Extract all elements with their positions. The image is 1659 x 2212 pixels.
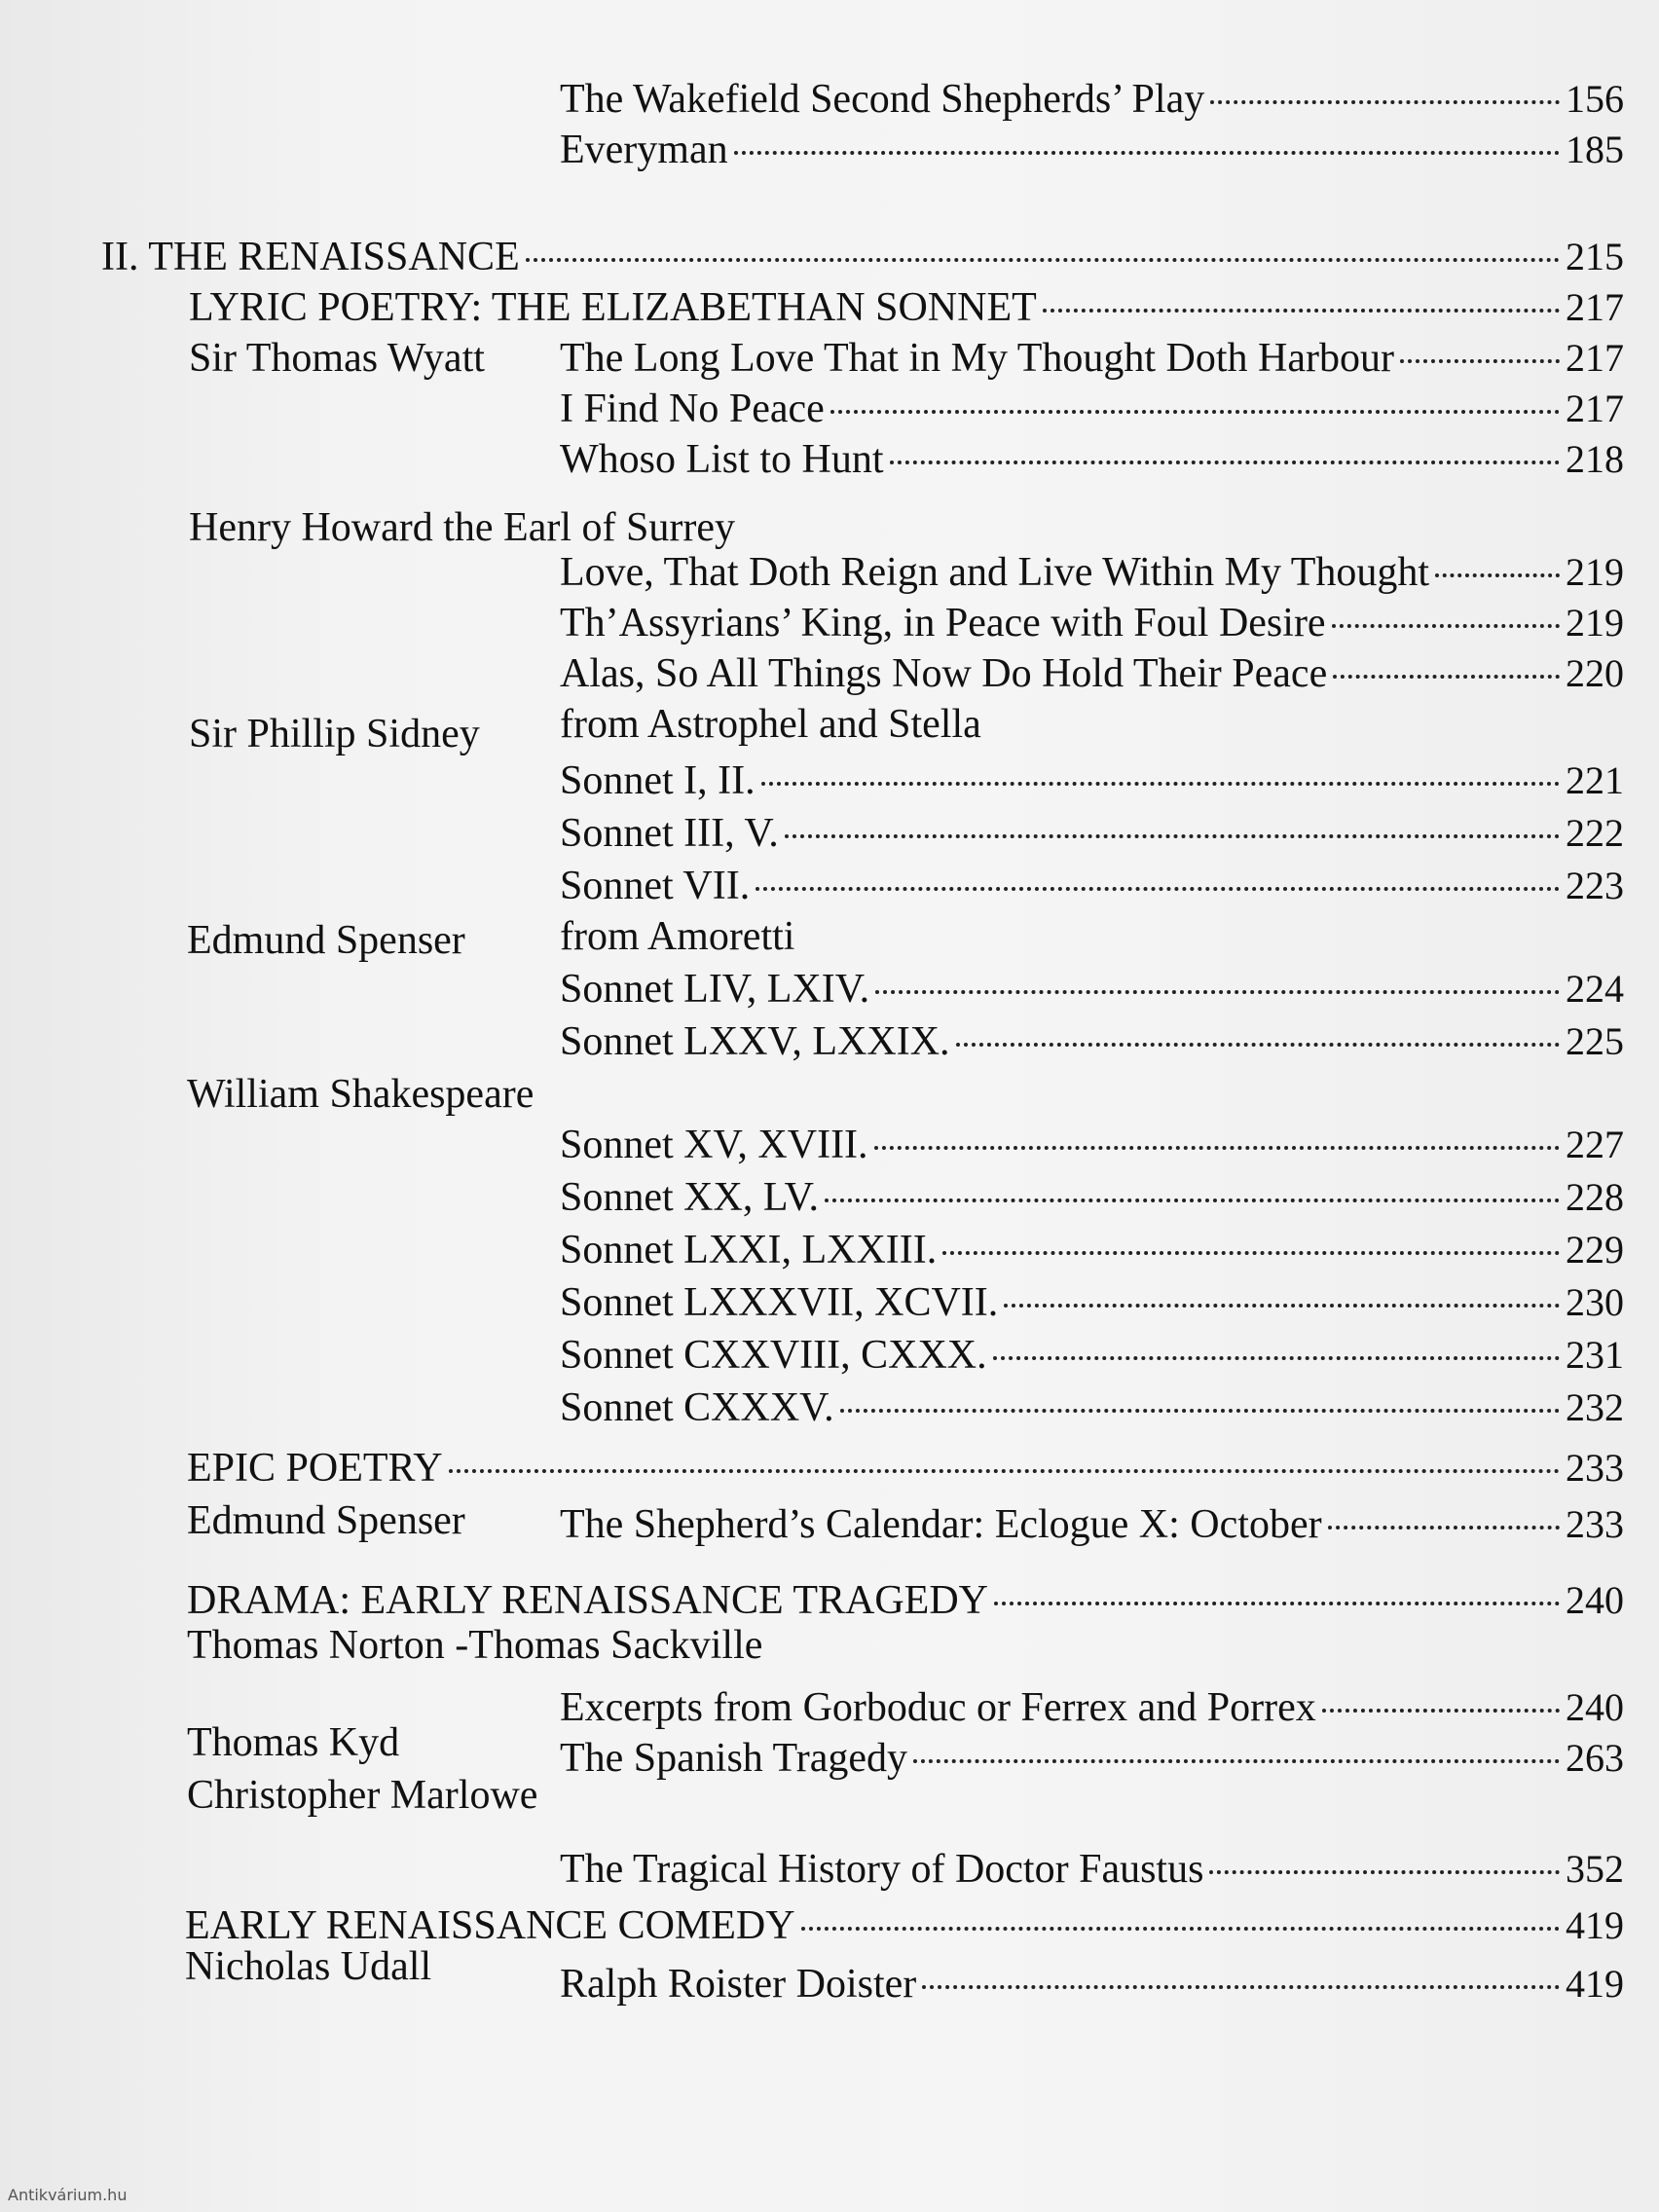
work-heading: from Amoretti	[560, 914, 795, 959]
entry-title: Sonnet LXXXVII, XCVII.	[560, 1280, 999, 1325]
dot-leader	[830, 410, 1560, 414]
toc-entry	[560, 1330, 1624, 1381]
toc-entry	[560, 547, 1624, 598]
entry-page: 231	[1566, 1333, 1624, 1377]
entry-title: Sonnet I, II.	[560, 758, 756, 803]
entry-page: 224	[1566, 967, 1624, 1011]
entry-page: 229	[1566, 1228, 1624, 1272]
toc-entry	[560, 1277, 1624, 1328]
author-name: Edmund Spenser	[187, 918, 465, 963]
entry-page: 233	[1566, 1502, 1624, 1546]
dot-leader	[526, 258, 1560, 262]
section-heading	[101, 232, 1624, 282]
entry-title: The Spanish Tragedy	[560, 1736, 907, 1781]
entry-title: Ralph Roister Doister	[560, 1962, 917, 2007]
author-name: Thomas Kyd	[187, 1720, 400, 1765]
dot-leader	[994, 1602, 1560, 1605]
dot-leader	[449, 1469, 1560, 1473]
dot-leader	[1209, 1870, 1560, 1874]
entry-page: 263	[1566, 1736, 1624, 1780]
entry-title: Love, That Doth Reign and Live Within My Thought	[560, 550, 1430, 595]
author-name: Sir Phillip Sidney	[189, 712, 480, 756]
entry-page: 185	[1566, 128, 1624, 171]
dot-leader	[874, 1146, 1560, 1150]
author-name: Henry Howard the Earl of Surrey	[189, 505, 735, 550]
entry-title: Sonnet III, V.	[560, 811, 779, 856]
dot-leader	[942, 1251, 1560, 1255]
dot-leader	[913, 1759, 1560, 1763]
entry-title: LYRIC POETRY: THE ELIZABETHAN SONNET	[189, 285, 1037, 330]
entry-page: 217	[1566, 387, 1624, 430]
entry-title: Sonnet LIV, LXIV.	[560, 967, 870, 1012]
entry-title: EPIC POETRY	[187, 1446, 443, 1491]
subsection-heading	[187, 1575, 1624, 1626]
dot-leader	[756, 887, 1560, 891]
author-name: Christopher Marlowe	[187, 1773, 538, 1818]
entry-page: 230	[1566, 1280, 1624, 1324]
toc-entry	[560, 74, 1624, 125]
dot-leader	[956, 1043, 1560, 1047]
author-name: Nicholas Udall	[185, 1944, 432, 1989]
entry-page: 217	[1566, 336, 1624, 380]
dot-leader	[785, 834, 1560, 838]
dot-leader	[734, 151, 1560, 155]
entry-title: Sonnet LXXI, LXXIII.	[560, 1228, 938, 1272]
entry-page: 221	[1566, 758, 1624, 802]
entry-page: 218	[1566, 437, 1624, 481]
dot-leader	[801, 1927, 1560, 1931]
dot-leader	[1435, 573, 1560, 577]
entry-title: Sonnet CXXVIII, CXXX.	[560, 1333, 987, 1378]
toc-entry	[560, 756, 1624, 806]
dot-leader	[875, 990, 1560, 994]
dot-leader	[1332, 624, 1560, 628]
toc-entry	[560, 1172, 1624, 1223]
entry-page: 232	[1566, 1385, 1624, 1429]
entry-page: 233	[1566, 1446, 1624, 1490]
toc-entry	[560, 861, 1624, 911]
dot-leader	[840, 1409, 1560, 1413]
dot-leader	[993, 1356, 1560, 1360]
author-name: Edmund Spenser	[187, 1498, 465, 1543]
toc-entry	[560, 1959, 1624, 2009]
toc-entry	[560, 434, 1624, 485]
entry-page: 217	[1566, 285, 1624, 329]
dot-leader	[825, 1198, 1560, 1202]
entry-title: DRAMA: EARLY RENAISSANCE TRAGEDY	[187, 1578, 988, 1623]
dot-leader	[1043, 309, 1560, 313]
toc-entry	[560, 598, 1624, 648]
entry-title: Whoso List to Hunt	[560, 437, 884, 482]
toc-entry	[560, 1499, 1624, 1550]
entry-title: The Wakefield Second Shepherds’ Play	[560, 77, 1205, 122]
toc-entry	[560, 1382, 1624, 1433]
entry-page: 156	[1566, 77, 1624, 121]
entry-page: 352	[1566, 1847, 1624, 1891]
entry-page: 419	[1566, 1962, 1624, 2006]
entry-title: Th’Assyrians’ King, in Peace with Foul Desire	[560, 601, 1326, 645]
toc-entry	[560, 808, 1624, 859]
subsection-heading	[189, 282, 1624, 333]
entry-page: 240	[1566, 1685, 1624, 1729]
entry-page: 219	[1566, 601, 1624, 645]
toc-entry	[560, 384, 1624, 434]
dot-leader	[1004, 1304, 1560, 1308]
dot-leader	[1210, 100, 1560, 104]
toc-entry	[560, 648, 1624, 699]
work-heading: from Astrophel and Stella	[560, 702, 981, 747]
subsection-heading	[187, 1443, 1624, 1493]
entry-page: 223	[1566, 864, 1624, 907]
entry-title: Alas, So All Things Now Do Hold Their Peace	[560, 651, 1328, 696]
toc-entry	[560, 1225, 1624, 1275]
entry-page: 228	[1566, 1175, 1624, 1219]
toc-entry	[560, 1733, 1624, 1784]
author-name: William Shakespeare	[187, 1072, 535, 1117]
dot-leader	[1400, 359, 1560, 363]
entry-title: The Shepherd’s Calendar: Eclogue X: October	[560, 1502, 1322, 1547]
entry-page: 219	[1566, 550, 1624, 594]
toc-entry	[560, 333, 1624, 384]
entry-title: II. THE RENAISSANCE	[101, 235, 520, 279]
toc-entry	[560, 1682, 1624, 1733]
entry-title: I Find No Peace	[560, 387, 825, 431]
entry-title: Sonnet VII.	[560, 864, 751, 908]
author-name: Thomas Norton -Thomas Sackville	[187, 1623, 763, 1668]
entry-title: Sonnet XX, LV.	[560, 1175, 820, 1220]
toc-entry	[560, 1120, 1624, 1170]
dot-leader	[890, 461, 1561, 464]
entry-page: 220	[1566, 651, 1624, 695]
dot-leader	[761, 782, 1560, 786]
entry-page: 222	[1566, 811, 1624, 855]
watermark: Antikvárium.hu	[8, 2186, 128, 2204]
entry-page: 419	[1566, 1903, 1624, 1947]
entry-title: Excerpts from Gorboduc or Ferrex and Porrex	[560, 1685, 1316, 1730]
entry-title: Sonnet LXXV, LXXIX.	[560, 1019, 950, 1064]
dot-leader	[1328, 1526, 1560, 1530]
entry-title: EARLY RENAISSANCE COMEDY	[185, 1903, 795, 1948]
entry-title: The Tragical History of Doctor Faustus	[560, 1847, 1204, 1892]
entry-page: 227	[1566, 1123, 1624, 1166]
entry-page: 240	[1566, 1578, 1624, 1622]
entry-page: 215	[1566, 235, 1624, 278]
entry-page: 225	[1566, 1019, 1624, 1063]
toc-entry	[560, 1844, 1624, 1895]
dot-leader	[922, 1985, 1560, 1989]
entry-title: Sonnet CXXXV.	[560, 1385, 834, 1430]
toc-entry	[560, 964, 1624, 1014]
author-name: Sir Thomas Wyatt	[189, 336, 485, 381]
entry-title: Sonnet XV, XVIII.	[560, 1123, 868, 1167]
entry-title: The Long Love That in My Thought Doth Harbour	[560, 336, 1394, 381]
entry-title: Everyman	[560, 128, 728, 172]
dot-leader	[1322, 1709, 1560, 1713]
dot-leader	[1333, 675, 1560, 679]
toc-entry	[560, 1016, 1624, 1067]
toc-entry	[560, 125, 1624, 175]
